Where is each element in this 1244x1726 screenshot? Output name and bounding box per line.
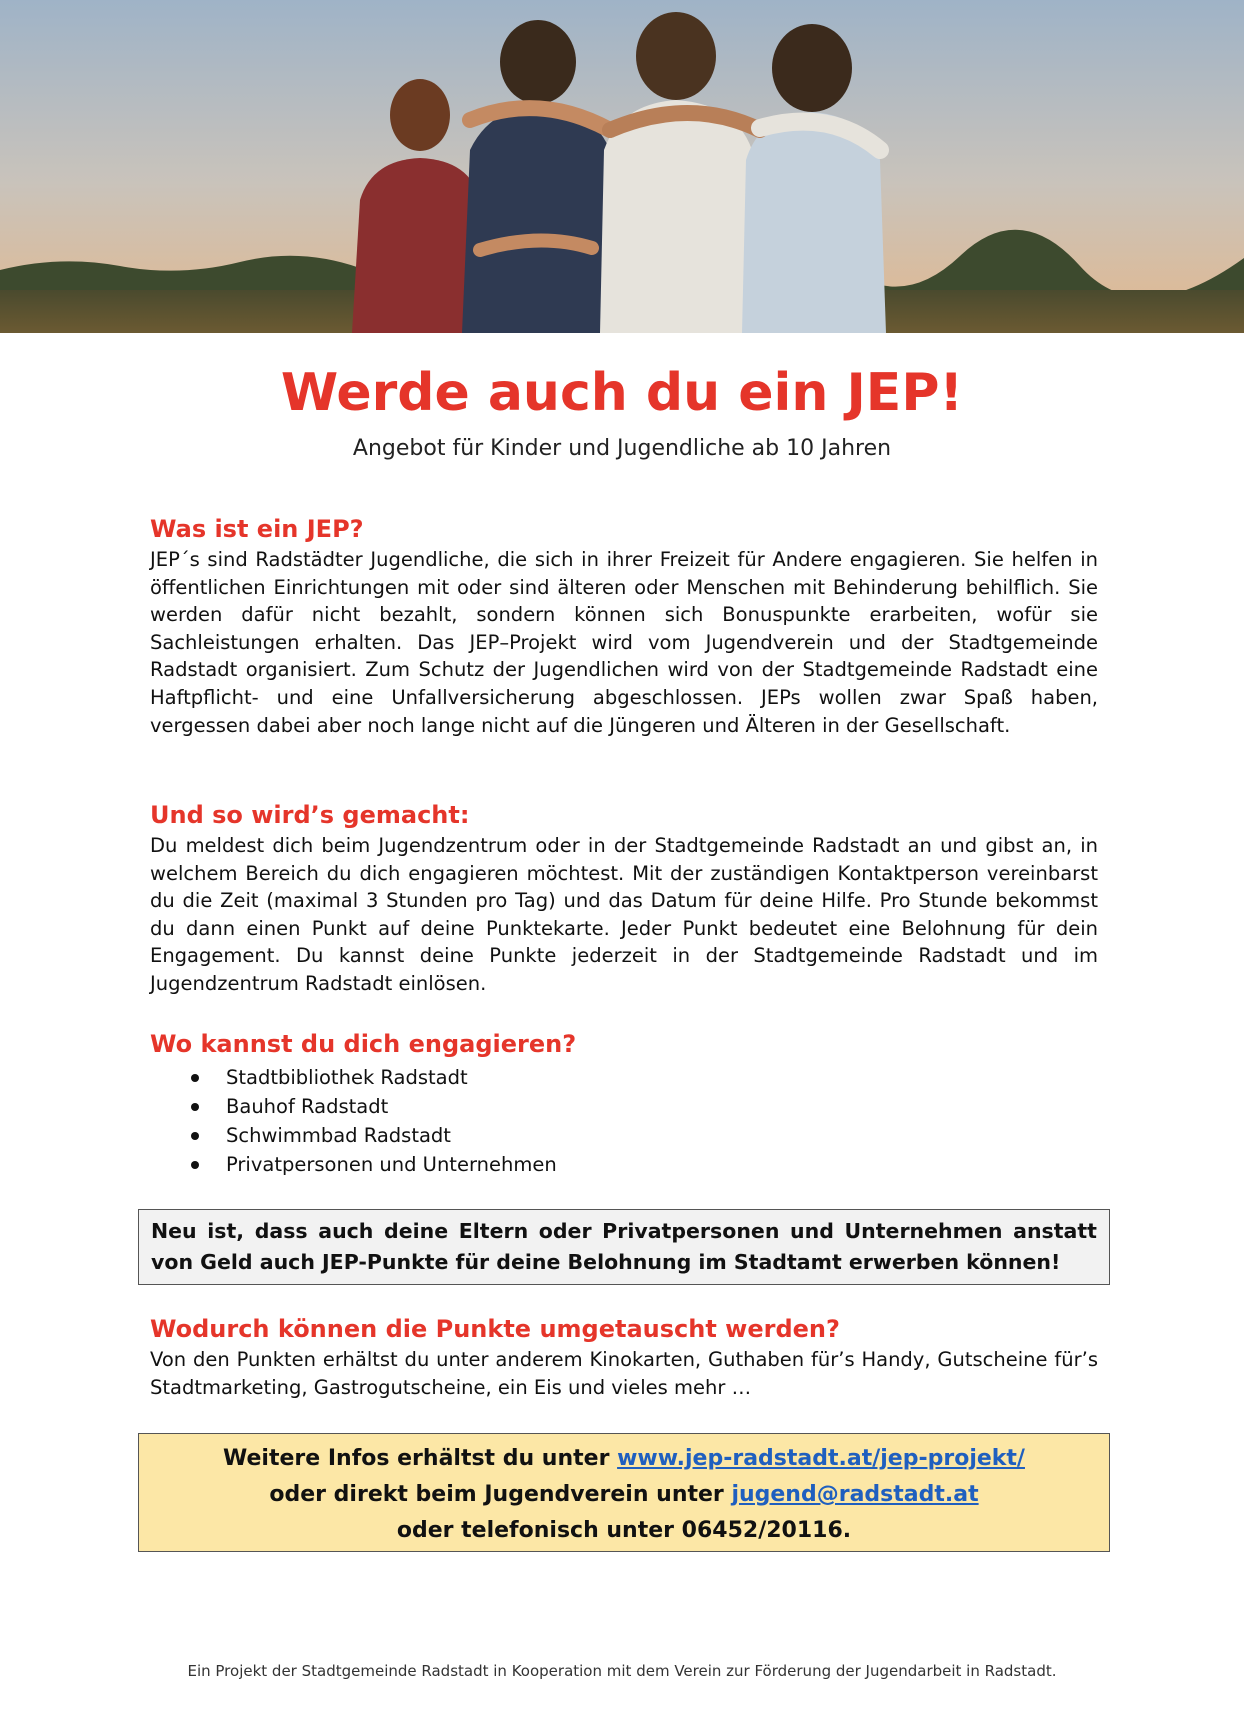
bullet-icon bbox=[191, 1074, 199, 1082]
section-heading: Was ist ein JEP? bbox=[150, 515, 364, 543]
list-item: Stadtbibliothek Radstadt bbox=[150, 1063, 1098, 1092]
info-line-website: Weitere Infos erhältst du unter www.jep-radstadt.at/jep-projekt/ bbox=[223, 1446, 1025, 1471]
list-item: Privatpersonen und Unternehmen bbox=[150, 1150, 1098, 1179]
section-heading: Und so wird’s gemacht: bbox=[150, 801, 470, 829]
info-line-email: oder direkt beim Jugendverein unter jugend@radstadt.at bbox=[269, 1482, 979, 1507]
hero-image bbox=[0, 0, 1244, 333]
section-heading: Wo kannst du dich engagieren? bbox=[150, 1030, 577, 1058]
page-subtitle: Angebot für Kinder und Jugendliche ab 10 Jahren bbox=[352, 436, 892, 461]
section-how bbox=[150, 800, 1098, 998]
list-item: Schwimmbad Radstadt bbox=[150, 1121, 1098, 1150]
section-text: JEP´s sind Radstädter Jugendliche, die sich in ihrer Freizeit für Andere engagieren. Sie helfen in öffentlichen Einrichtungen mit oder sind älteren oder Menschen mit Behinderung behilflich. Sie werden dafür nicht bezahlt, sondern können sich Bonuspunkte erarbeiten, wofür sie Sachleistungen erhalten. Das JEP–Projekt wird vom Jugendverein und der Stadtgemeinde Radstadt organisiert. Zum Schutz der Jugendlichen wird von der Stadtgemeinde Radstadt eine Haftpflicht- und eine Unfallversicherung abgeschlossen. JEPs wollen zwar Spaß haben, vergessen dabei aber noch lange nicht auf die Jüngeren und Älteren in der Gesellschaft. bbox=[150, 548, 1098, 737]
engagement-list bbox=[150, 1063, 1098, 1179]
footer-text: Ein Projekt der Stadtgemeinde Radstadt in Kooperation mit dem Verein zur Förderung der Jugendarbeit in Radstadt. bbox=[187, 1662, 1057, 1680]
info-line-phone: oder telefonisch unter 06452/20116. bbox=[396, 1518, 852, 1543]
notice-text: Neu ist, dass auch deine Eltern oder Privatpersonen und Unternehmen anstatt von Geld auch JEP-Punkte für deine Belohnung im Stadtamt erwerben können! bbox=[151, 1219, 1097, 1274]
section-text: Du meldest dich beim Jugendzentrum oder in der Stadtgemeinde Radstadt an und gibst an, in welchem Bereich du dich engagieren möchtest. Mit der zuständigen Kontaktperson vereinbarst du die Zeit (maximal 3 Stunden pro Tag) und das Datum für deine Hilfe. Pro Stunde bekommst du dann einen Punkt auf deine Punktekarte. Jeder Punkt bedeutet eine Belohnung für dein Engagement. Du kannst deine Punkte jederzeit in der Stadtgemeinde Radstadt und im Jugendzentrum Radstadt einlösen. bbox=[150, 834, 1098, 995]
section-where bbox=[150, 1029, 1098, 1179]
section-heading: Wodurch können die Punkte umgetauscht werden? bbox=[150, 1315, 840, 1343]
bullet-icon bbox=[191, 1161, 199, 1169]
notice-box bbox=[138, 1209, 1110, 1285]
email-link[interactable]: jugend@radstadt.at bbox=[731, 1482, 979, 1507]
section-exchange bbox=[150, 1314, 1098, 1401]
section-text: Von den Punkten erhältst du unter anderem Kinokarten, Guthaben für’s Handy, Gutscheine für’s Stadtmarketing, Gastrogutscheine, ein Eis und vieles mehr … bbox=[150, 1348, 1098, 1399]
list-item: Bauhof Radstadt bbox=[150, 1092, 1098, 1121]
info-box bbox=[138, 1433, 1110, 1552]
website-link[interactable]: www.jep-radstadt.at/jep-projekt/ bbox=[617, 1446, 1025, 1471]
page-title: Werde auch du ein JEP! bbox=[280, 363, 964, 423]
section-what bbox=[150, 514, 1098, 739]
bullet-icon bbox=[191, 1132, 199, 1140]
bullet-icon bbox=[191, 1103, 199, 1111]
